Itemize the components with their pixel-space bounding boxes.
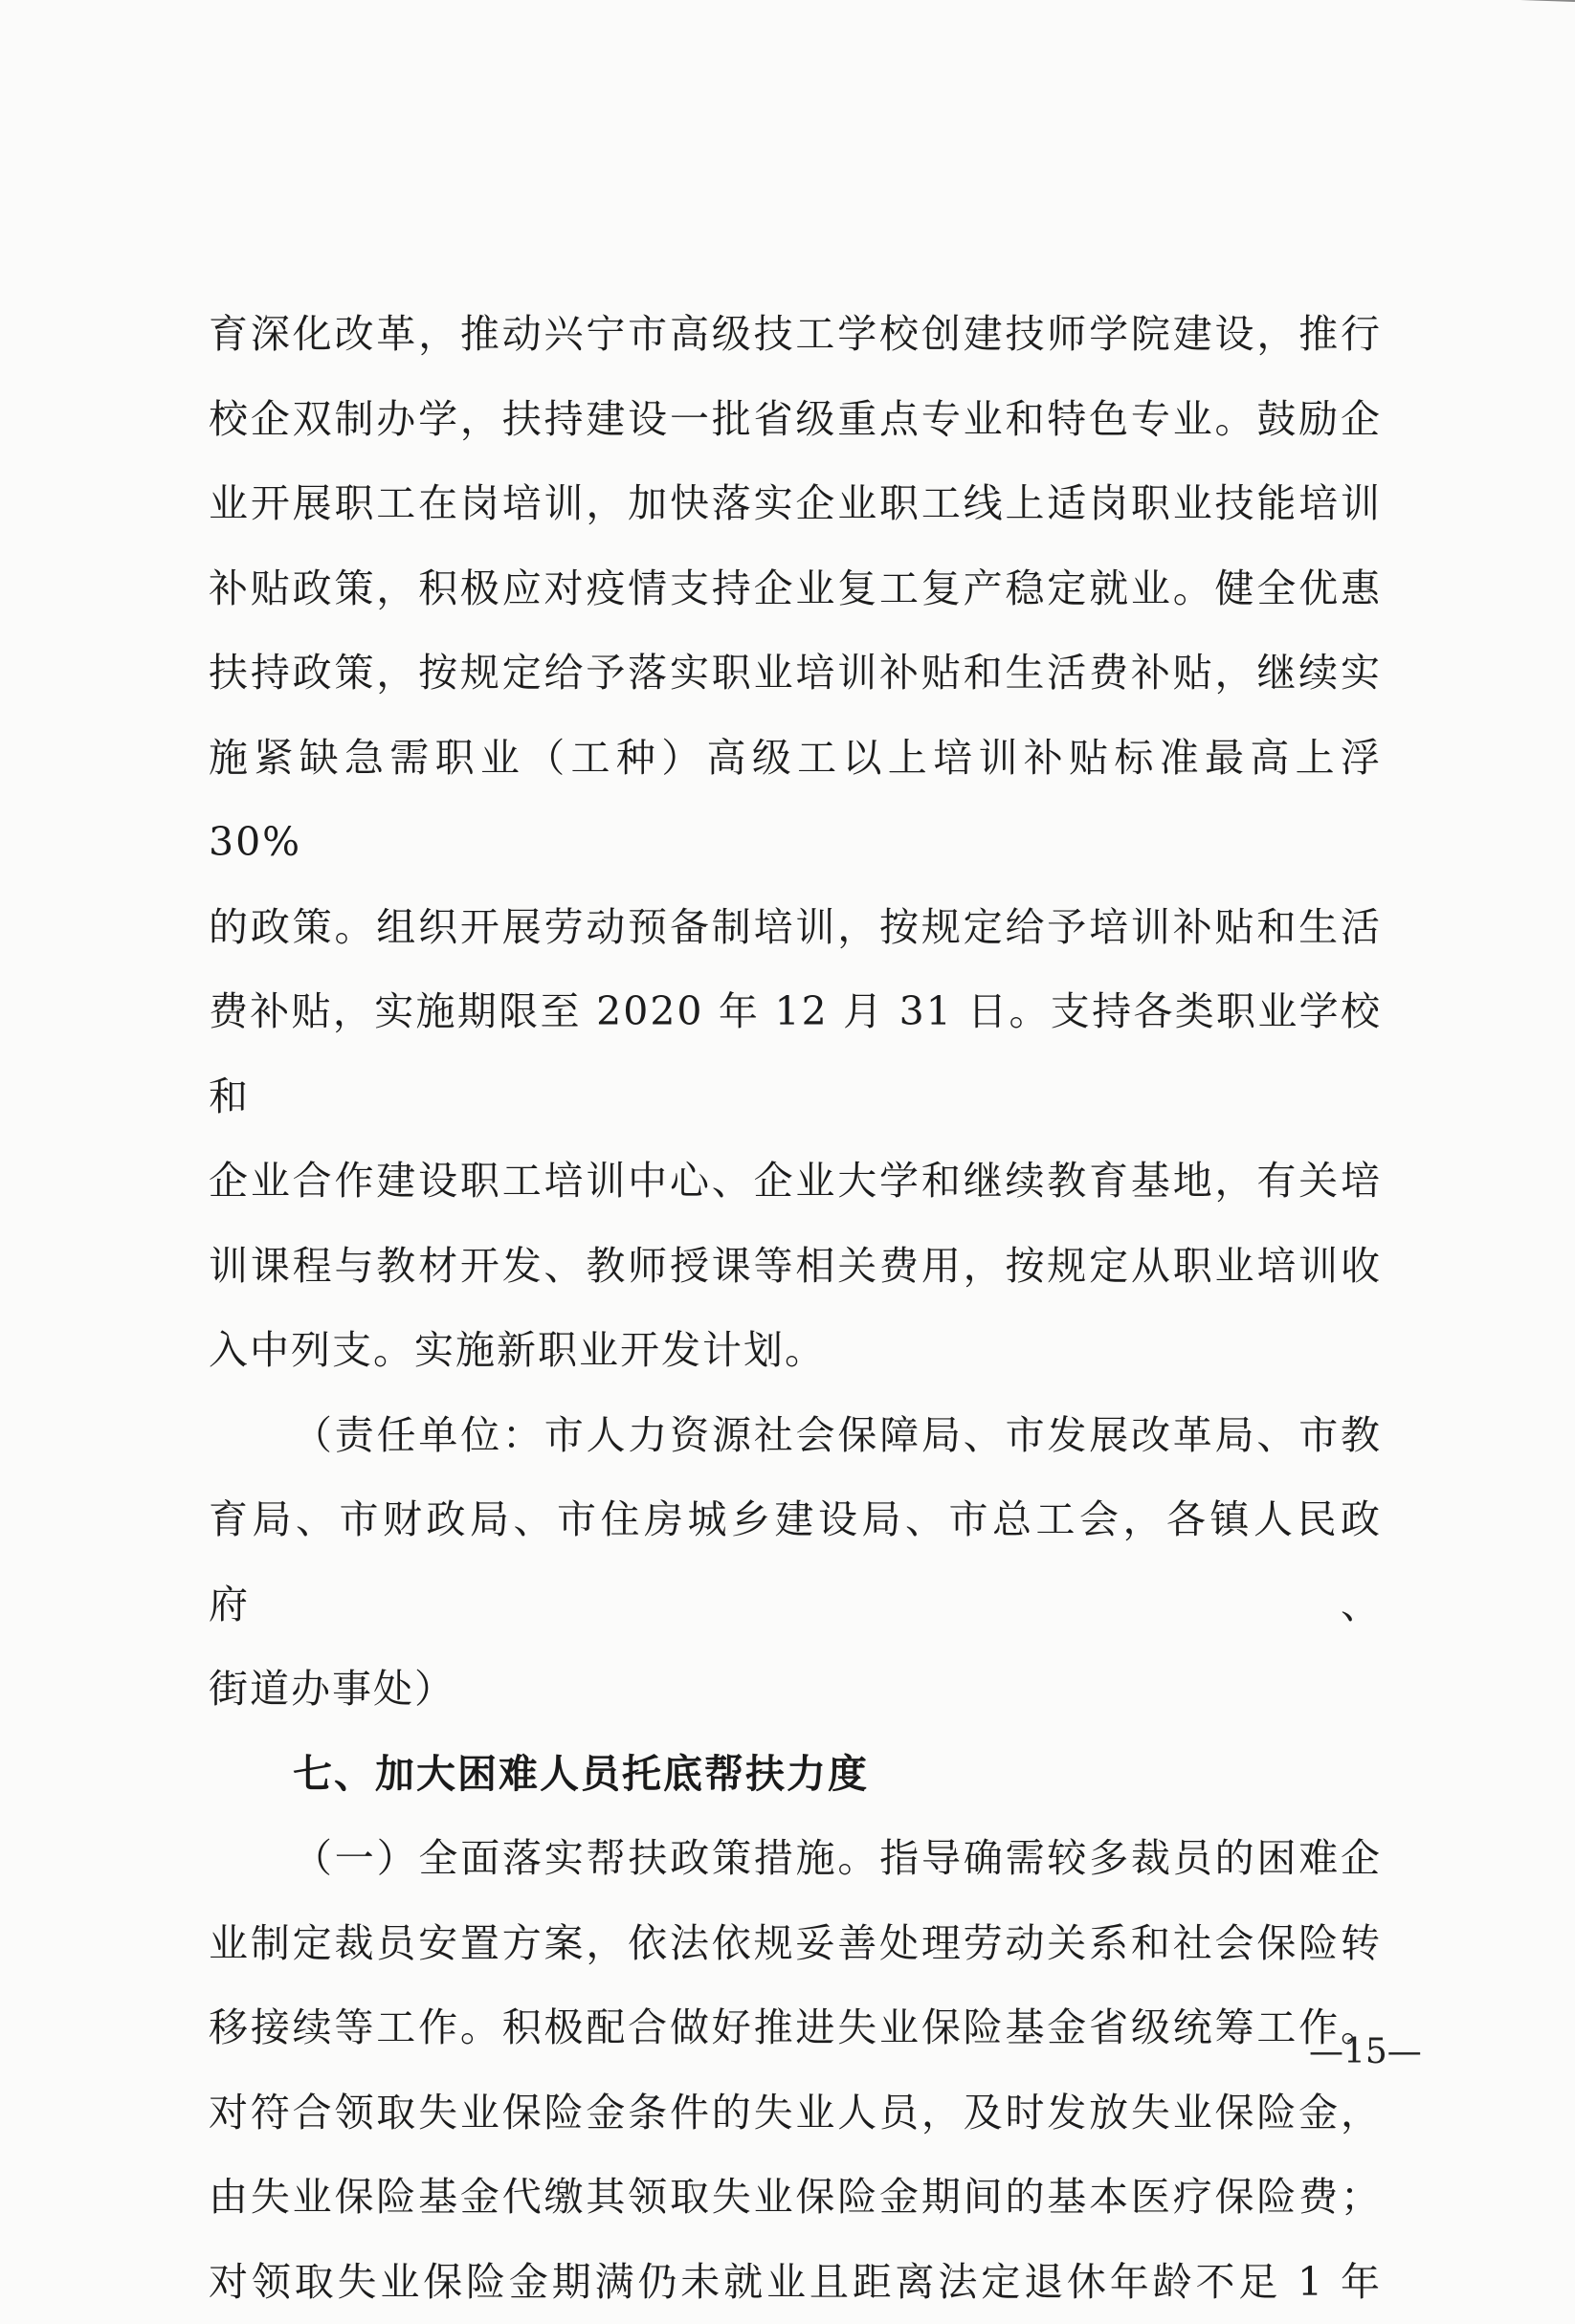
- text-line: 训课程与教材开发、教师授课等相关费用，按规定从职业培训收: [209, 1224, 1382, 1309]
- paragraph-responsible-units-end: [209, 1647, 1382, 1732]
- text-line: 扶持政策，按规定给予落实职业培训补贴和生活费补贴，继续实: [209, 631, 1382, 716]
- text-line: 育深化改革，推动兴宁市高级技工学校创建技师学院建设，推行: [209, 292, 1382, 377]
- paragraph-training-policy: [209, 292, 1382, 1308]
- text-line: （一）全面落实帮扶政策措施。指导确需较多裁员的困难企: [209, 1816, 1382, 1901]
- scan-corner-mark: [1431, 0, 1575, 17]
- text-line: 业开展职工在岗培训，加快落实企业职工线上适岗职业技能培训: [209, 461, 1382, 546]
- paragraph-assistance-policy: [209, 1901, 1382, 2324]
- text-line: 街道办事处）: [209, 1647, 1382, 1732]
- text-line: 校企双制办学，扶持建设一批省级重点专业和特色专业。鼓励企: [209, 377, 1382, 462]
- text-line: 入中列支。实施新职业开发计划。: [209, 1308, 1382, 1393]
- paragraph-training-policy-end: [209, 1308, 1382, 1393]
- text-line: 费补贴，实施期限至 2020 年 12 月 31 日。支持各类职业学校和: [209, 969, 1382, 1139]
- text-line: 施紧缺急需职业（工种）高级工以上培训补贴标准最高上浮 30%: [209, 716, 1382, 885]
- text-line: 企业合作建设职工培训中心、企业大学和继续教育基地，有关培: [209, 1139, 1382, 1224]
- paragraph-assistance-first: [209, 1816, 1382, 1901]
- text-line: 业制定裁员安置方案，依法依规妥善处理劳动关系和社会保险转: [209, 1901, 1382, 1986]
- text-line: 由失业保险基金代缴其领取失业保险金期间的基本医疗保险费；: [209, 2155, 1382, 2240]
- document-body: [209, 292, 1382, 2324]
- section-heading: 七、加大困难人员托底帮扶力度: [209, 1732, 1382, 1817]
- text-line: 移接续等工作。积极配合做好推进失业保险基金省级统筹工作。: [209, 1985, 1382, 2070]
- text-line: 的政策。组织开展劳动预备制培训，按规定给予培训补贴和生活: [209, 885, 1382, 970]
- text-line: 对符合领取失业保险金条件的失业人员，及时发放失业保险金，: [209, 2070, 1382, 2156]
- page-number: —15—: [1309, 2028, 1422, 2076]
- text-line: （责任单位：市人力资源社会保障局、市发展改革局、市教: [209, 1393, 1382, 1478]
- text-line: 育局、市财政局、市住房城乡建设局、市总工会，各镇人民政府、: [209, 1477, 1382, 1647]
- text-line: 补贴政策，积极应对疫情支持企业复工复产稳定就业。健全优惠: [209, 546, 1382, 631]
- paragraph-responsible-units: [209, 1393, 1382, 1478]
- paragraph-responsible-units-cont: [209, 1477, 1382, 1647]
- text-line: 对领取失业保险金期满仍未就业且距离法定退休年龄不足 1 年: [209, 2240, 1382, 2324]
